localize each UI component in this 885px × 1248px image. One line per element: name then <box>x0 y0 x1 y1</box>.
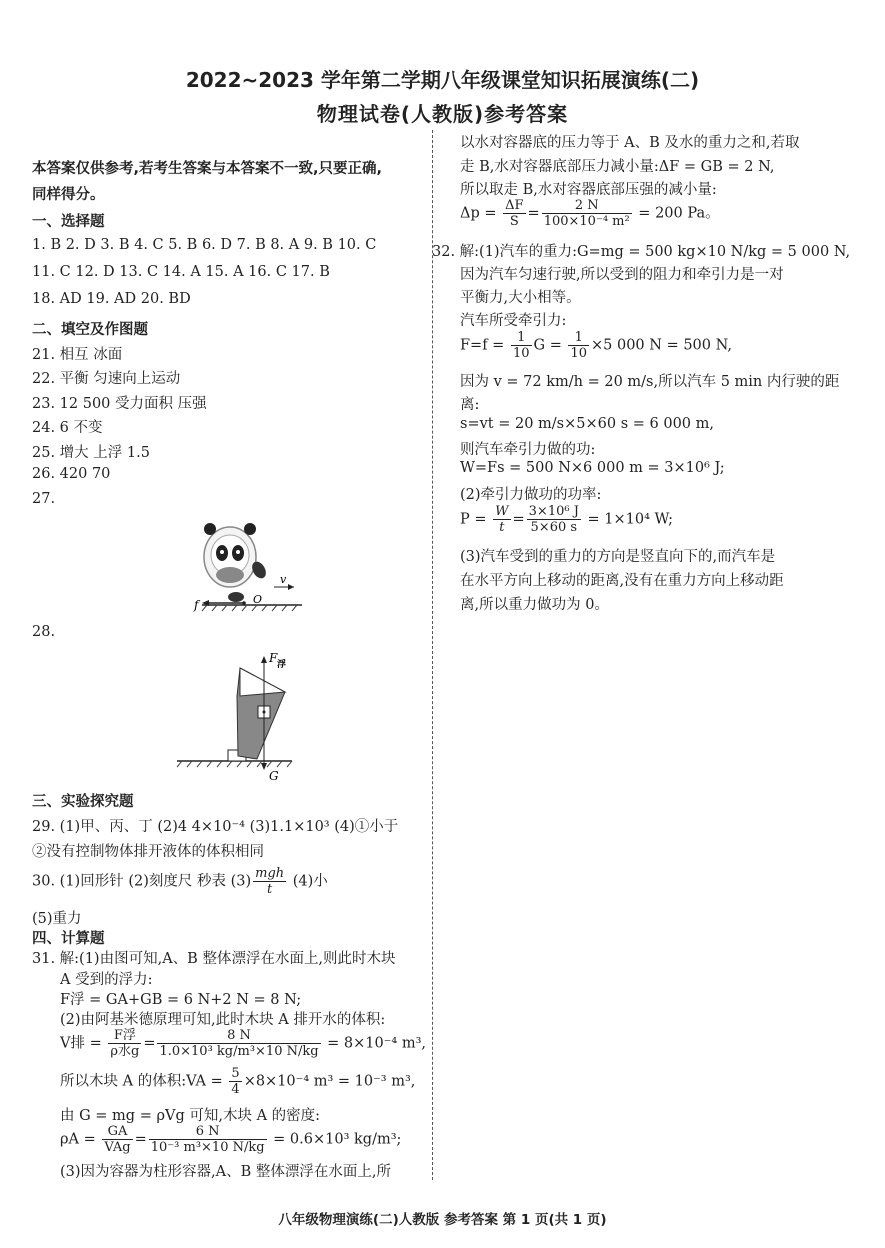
right-line-4: Δp = $\frac{\Delta F}{S}$ = $\frac{2 N}{\text{100×10⁻⁴ m²}}$ = 200 Pa。 <box>460 198 720 229</box>
q32-line-o: 离,所以重力做功为 0。 <box>460 597 609 613</box>
q31-line-a: 31. 解:(1)由图可知,A、B 整体漂浮在水面上,则此时木块 <box>32 951 396 967</box>
gravity-label: G <box>269 769 279 782</box>
q31-line-e: V排 = $\frac{\text{F浮}}{\text{ρ水g}}$ = $\frac{8 N}{\text{1.0×10³ kg/m³×10 N/kg}}$ = 8×10⁻⁴ m³, <box>60 1028 427 1059</box>
q32-line-l: P = $\frac{W}{t}$ = $\frac{\text{3×10⁶ J}}{5\times 60 s}$ = 1×10⁴ W; <box>460 504 674 535</box>
answer-25: 25. 增大 上浮 1.5 <box>32 445 150 461</box>
q32-line-f: 因为 v = 72 km/h = 20 m/s,所以汽车 5 min 内行驶的距 <box>460 374 840 390</box>
q31-line-c: F浮 = GA+GB = 6 N+2 N = 8 N; <box>60 992 302 1008</box>
buoyancy-subscript: 浮 <box>277 660 287 670</box>
section-calculation-heading: 四、计算题 <box>32 931 105 947</box>
answer-30-line-2: (5)重力 <box>32 911 82 927</box>
right-line-2: 走 B,水对容器底部压力减小量:ΔF = GB = 2 N, <box>460 159 775 175</box>
q32-line-k: (2)牵引力做功的功率: <box>460 487 602 503</box>
q32-line-j: W=Fs = 500 N×6 000 m = 3×10⁶ J; <box>460 460 725 476</box>
q32-line-d: 汽车所受牵引力: <box>460 313 567 329</box>
point-o-label: O <box>253 593 263 606</box>
right-line-3: 所以取走 B,水对容器底部压强的减小量: <box>460 182 717 198</box>
left-column <box>32 0 432 1248</box>
note-line-1: 本答案仅供参考,若考生答案与本答案不一致,只要正确, <box>32 161 383 177</box>
section-experiment-heading: 三、实验探究题 <box>32 794 134 810</box>
q31-line-b: A 受到的浮力: <box>60 972 153 988</box>
buoyancy-label: F <box>269 651 278 665</box>
q32-line-h: s=vt = 20 m/s×5×60 s = 6 000 m, <box>460 416 714 432</box>
answer-23: 23. 12 500 受力面积 压强 <box>32 396 207 412</box>
q32-line-a: 32. 解:(1)汽车的重力:G=mg = 500 kg×10 N/kg = 5 000 N, <box>432 244 851 260</box>
document-subtitle: 物理试卷(人教版)参考答案 <box>316 102 569 126</box>
friction-label: f <box>194 598 199 612</box>
choice-answers-3: 18. AD 19. AD 20. BD <box>32 291 191 307</box>
choice-answers-2: 11. C 12. D 13. C 14. A 15. A 16. C 17. B <box>32 264 330 280</box>
answer-29-line-2: ②没有控制物体排开液体的体积相同 <box>32 844 264 860</box>
right-line-1: 以水对容器底的压力等于 A、B 及水的重力之和,若取 <box>460 135 800 151</box>
q32-line-b: 因为汽车匀速行驶,所以受到的阻力和牵引力是一对 <box>460 267 784 283</box>
q31-line-d: (2)由阿基米德原理可知,此时木块 A 排开水的体积: <box>60 1012 386 1028</box>
q31-line-h: ρA = $\frac{GA}{\text{VAg}}$ = $\frac{6 N}{\text{10⁻³ m³×10 N/kg}}$ = 0.6×10³ kg/m³; <box>60 1124 402 1155</box>
column-divider <box>432 130 433 1180</box>
answer-28-label: 28. <box>32 624 56 640</box>
figure-28-buoyancy <box>172 646 297 782</box>
q31-line-f: 所以木块 A 的体积:VA = $\frac{5}{4}$ ×8×10⁻⁴ m³ = 10⁻³ m³, <box>60 1066 416 1097</box>
note-line-2: 同样得分。 <box>32 187 105 203</box>
q31-line-g: 由 G = mg = ρVg 可知,木块 A 的密度: <box>60 1108 321 1124</box>
q32-line-i: 则汽车牵引力做的功: <box>460 442 596 458</box>
page-footer: 八年级物理演练(二)人教版 参考答案 第 1 页(共 1 页) <box>278 1212 607 1228</box>
answer-21: 21. 相互 冰面 <box>32 347 123 363</box>
figure-27-mascot-force <box>162 515 312 615</box>
answer-30-line-1: 30. (1)回形针 (2)刻度尺 秒表 (3) $\frac{\text{mgh}}{t}$ (4)小 <box>32 866 328 897</box>
answer-24: 24. 6 不变 <box>32 420 103 436</box>
mascot-icon <box>204 523 269 602</box>
q32-line-g: 离: <box>460 397 480 413</box>
answer-29-line-1: 29. (1)甲、丙、丁 (2)4 4×10⁻⁴ (3)1.1×10³ (4)①小于 <box>32 819 399 835</box>
choice-answers-1: 1. B 2. D 3. B 4. C 5. B 6. D 7. B 8. A 9. B 10. C <box>32 237 377 253</box>
q32-line-e: F=f = $\frac{1}{10}$ G = $\frac{1}{10}$ ×5 000 N = 500 N, <box>460 330 732 361</box>
document-title: 2022~2023 学年第二学期八年级课堂知识拓展演练(二) <box>185 68 700 92</box>
q31-line-i: (3)因为容器为柱形容器,A、B 整体漂浮在水面上,所 <box>60 1164 391 1180</box>
q32-line-c: 平衡力,大小相等。 <box>460 290 581 306</box>
q32-line-m: (3)汽车受到的重力的方向是竖直向下的,而汽车是 <box>460 549 776 565</box>
section-choice-heading: 一、选择题 <box>32 214 105 230</box>
answer-26: 26. 420 70 <box>32 466 111 482</box>
velocity-label: v <box>280 573 287 586</box>
answer-22: 22. 平衡 匀速向上运动 <box>32 371 181 387</box>
q32-line-n: 在水平方向上移动的距离,没有在重力方向上移动距 <box>460 573 784 589</box>
section-fill-heading: 二、填空及作图题 <box>32 322 148 338</box>
answer-27-label: 27. <box>32 491 56 507</box>
